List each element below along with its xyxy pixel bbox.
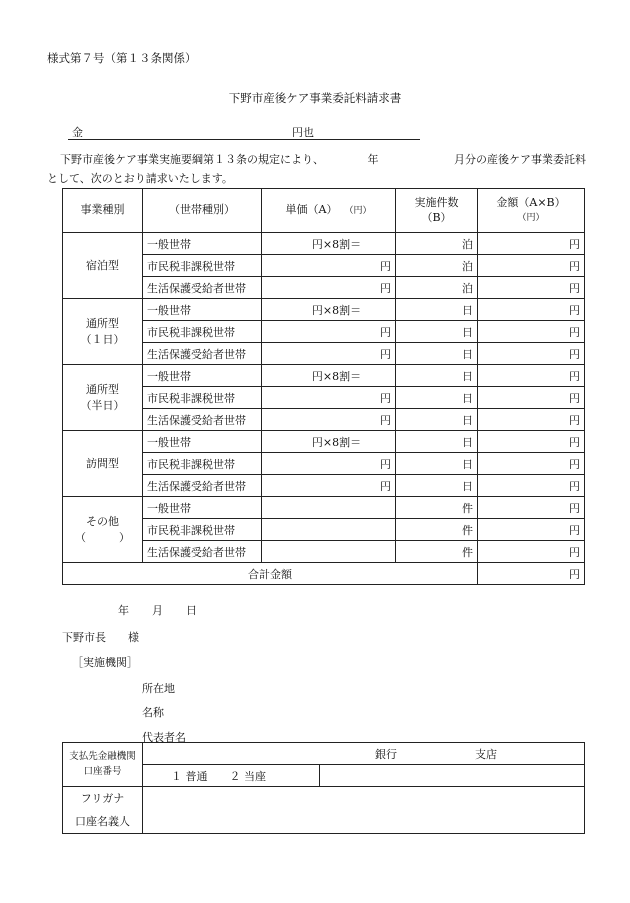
table-row (63, 233, 585, 255)
amount-yen: 円 (478, 409, 585, 431)
unit-price: 円 (262, 321, 396, 343)
header-unit-price-unit: （円） (344, 206, 372, 217)
intro-line-2: として、次のとおり請求いたします。 (47, 172, 233, 185)
amount-yen: 円 (478, 255, 585, 277)
date-line (118, 602, 197, 618)
amount-line (68, 124, 420, 140)
intro-year: 年 (367, 153, 379, 166)
count-unit: 日 (396, 343, 478, 365)
intro-text: 下野市産後ケア事業実施要綱第１３条の規定により、 (60, 153, 324, 166)
holder-label (63, 787, 143, 834)
count-unit: 泊 (396, 277, 478, 299)
amount-yen: 円 (478, 365, 585, 387)
total-label: 合計金額 (63, 563, 478, 585)
header-count: 実施件数 （B） (396, 189, 478, 233)
amount-yen: 円 (478, 277, 585, 299)
header-total-unit: （円） (517, 213, 545, 224)
unit-price: 円×8割＝ (262, 299, 396, 321)
field-name: 名称 (142, 706, 164, 719)
bank-suffix: 銀行 (375, 747, 397, 761)
date-month: 月 (152, 604, 163, 617)
unit-price (262, 541, 396, 563)
unit-price (262, 519, 396, 541)
unit-price (262, 497, 396, 519)
total-row (63, 563, 585, 585)
household-type: 一般世帯 (143, 233, 262, 255)
amount-yen: 円 (478, 475, 585, 497)
service-type: その他 （ ） (63, 497, 143, 563)
addressee: 下野市長 様 (62, 631, 139, 644)
household-type: 市民税非課税世帯 (143, 255, 262, 277)
holder-name-label: 口座名義人 (75, 815, 130, 829)
count-unit: 泊 (396, 255, 478, 277)
table-header-row (63, 189, 585, 233)
count-unit: 泊 (396, 233, 478, 255)
header-total-label: 金額（A×B） (496, 196, 566, 209)
branch-suffix: 支店 (475, 747, 497, 761)
amount-suffix: 円也 (292, 126, 314, 139)
table-row (63, 365, 585, 387)
intro-month: 月分の産後ケア事業委託料 (454, 153, 586, 166)
amount-yen: 円 (478, 343, 585, 365)
account-type: １ 普通 ２ 当座 (143, 765, 320, 787)
count-unit: 日 (396, 321, 478, 343)
org-label: ［実施機関］ (72, 656, 138, 669)
unit-price: 円 (262, 255, 396, 277)
count-unit: 件 (396, 541, 478, 563)
furigana-label: フリガナ (80, 792, 125, 805)
count-unit: 日 (396, 431, 478, 453)
field-address: 所在地 (142, 682, 175, 695)
household-type: 市民税非課税世帯 (143, 321, 262, 343)
count-unit: 日 (396, 475, 478, 497)
header-unit-price-label: 単価（A） (285, 203, 338, 217)
unit-price: 円 (262, 409, 396, 431)
amount-yen: 円 (478, 453, 585, 475)
amount-yen: 円 (478, 387, 585, 409)
household-type: 一般世帯 (143, 497, 262, 519)
household-type: 一般世帯 (143, 431, 262, 453)
unit-price: 円×8割＝ (262, 233, 396, 255)
bank-table (62, 742, 585, 834)
count-unit: 日 (396, 365, 478, 387)
service-type: 宿泊型 (63, 233, 143, 299)
household-type: 生活保護受給者世帯 (143, 541, 262, 563)
household-type: 生活保護受給者世帯 (143, 475, 262, 497)
amount-prefix: 金 (72, 126, 83, 139)
total-yen: 円 (478, 563, 585, 585)
amount-yen: 円 (478, 497, 585, 519)
household-type: 生活保護受給者世帯 (143, 277, 262, 299)
bank-account-label: 支払先金融機関 口座番号 (63, 743, 143, 787)
count-unit: 件 (396, 519, 478, 541)
household-type: 一般世帯 (143, 299, 262, 321)
household-type: 市民税非課税世帯 (143, 519, 262, 541)
amount-yen: 円 (478, 431, 585, 453)
header-total (478, 189, 585, 233)
unit-price: 円 (262, 387, 396, 409)
unit-price: 円 (262, 475, 396, 497)
amount-yen: 円 (478, 541, 585, 563)
field-representative: 代表者名 (142, 731, 186, 744)
unit-price: 円 (262, 277, 396, 299)
account-number-cell (320, 765, 585, 787)
unit-price: 円 (262, 343, 396, 365)
unit-price: 円×8割＝ (262, 431, 396, 453)
household-type: 市民税非課税世帯 (143, 387, 262, 409)
amount-yen: 円 (478, 233, 585, 255)
household-type: 生活保護受給者世帯 (143, 409, 262, 431)
count-unit: 日 (396, 299, 478, 321)
header-unit-price (262, 189, 396, 233)
count-unit: 件 (396, 497, 478, 519)
document-title: 下野市産後ケア事業委託料請求書 (228, 91, 402, 105)
form-number: 様式第７号（第１３条関係） (47, 51, 197, 65)
table-row (63, 497, 585, 519)
service-type: 通所型 （１日） (63, 299, 143, 365)
household-type: 一般世帯 (143, 365, 262, 387)
unit-price: 円×8割＝ (262, 365, 396, 387)
holder-name-cell (143, 787, 585, 834)
count-unit: 日 (396, 409, 478, 431)
bank-branch-cell (143, 743, 585, 765)
fee-table (62, 188, 585, 585)
amount-yen: 円 (478, 299, 585, 321)
header-household: （世帯種別） (143, 189, 262, 233)
service-type: 通所型 （半日） (63, 365, 143, 431)
date-year: 年 (118, 604, 129, 617)
header-service: 事業種別 (63, 189, 143, 233)
unit-price: 円 (262, 453, 396, 475)
amount-yen: 円 (478, 519, 585, 541)
household-type: 生活保護受給者世帯 (143, 343, 262, 365)
table-row (63, 299, 585, 321)
count-unit: 日 (396, 387, 478, 409)
date-day: 日 (186, 604, 197, 617)
amount-yen: 円 (478, 321, 585, 343)
household-type: 市民税非課税世帯 (143, 453, 262, 475)
count-unit: 日 (396, 453, 478, 475)
service-type: 訪問型 (63, 431, 143, 497)
intro-line-1 (60, 151, 586, 167)
table-row (63, 431, 585, 453)
